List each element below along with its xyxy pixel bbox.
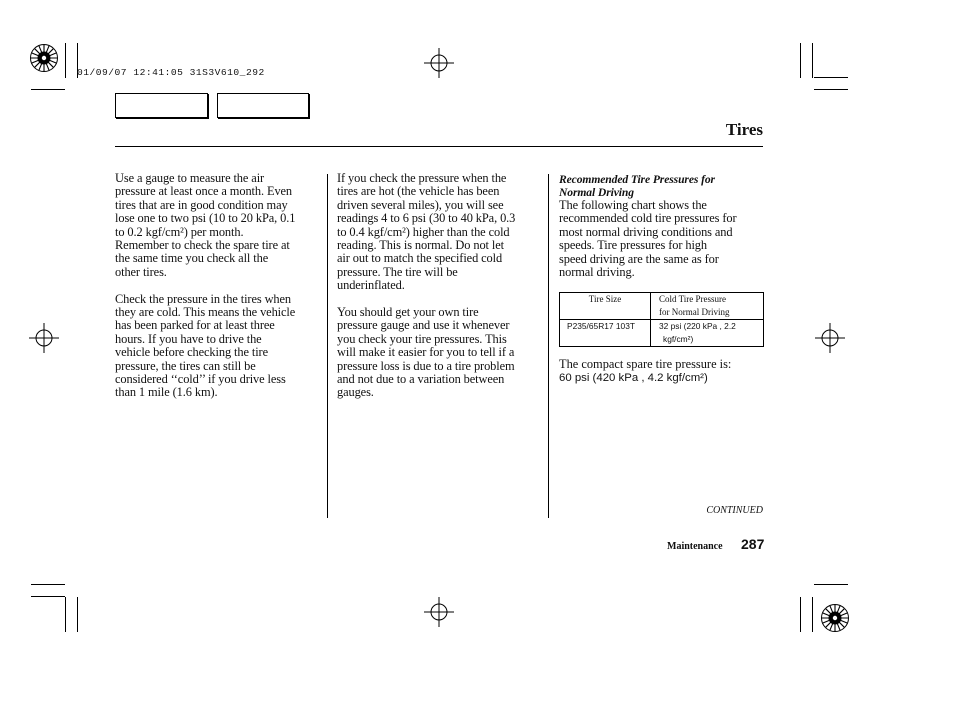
middle-paragraph-1 — [337, 172, 543, 293]
text-line: than 1 mile (1.6 km). — [115, 385, 218, 400]
text-line: they are cold. This means the vehicle — [115, 305, 296, 320]
text-line: The following chart shows the — [559, 198, 707, 212]
text-line: vehicle before checking the tire — [115, 345, 268, 360]
text-line: normal driving. — [559, 265, 635, 280]
text-line: to 0.4 kgf/cm²) higher than the cold — [337, 224, 510, 239]
text-line: pressure gauge and use it whenever — [337, 318, 510, 333]
crosshair-right — [815, 323, 845, 353]
column-rule-2 — [548, 174, 549, 518]
registration-target-top-left — [29, 43, 59, 73]
text-line: recommended cold tire pressures for — [559, 211, 737, 226]
text-line: to 0.2 kgf/cm²) per month. — [115, 224, 244, 239]
crosshair-top — [424, 48, 454, 78]
table-header-row — [560, 293, 764, 320]
crosshair-left — [29, 323, 59, 353]
text-line: has been parked for at least three — [115, 318, 275, 333]
text-line: pressure, the tires can still be — [115, 358, 256, 373]
table-cell-pressure: 32 psi (220 kPa , 2.2 kgf/cm²) — [651, 320, 764, 347]
text-line: underinflated. — [337, 278, 405, 293]
text-line: pressure loss is due to a tire problem — [337, 358, 515, 373]
text-line: tires are hot (the vehicle has been — [337, 184, 500, 199]
header-tab-2 — [217, 93, 309, 118]
text-line: pressure. The tire will be — [337, 264, 458, 279]
left-paragraph-2 — [115, 293, 321, 400]
footer-section: Maintenance — [667, 541, 723, 552]
left-paragraph-1 — [115, 172, 321, 279]
text-line: tires that are in good condition may — [115, 197, 288, 212]
text-line: the same time you check all the — [115, 251, 269, 266]
right-column — [559, 173, 765, 279]
text-line: you check your tire pressures. This — [337, 331, 507, 346]
section-title: Tires — [725, 120, 763, 139]
text-line: considered ‘‘cold’’ if you drive less — [115, 372, 286, 387]
text-line: Remember to check the spare tire at — [115, 238, 290, 253]
header-tab-1 — [115, 93, 208, 118]
text-line: Use a gauge to measure the air — [115, 171, 265, 185]
text-line: air out to match the specified cold — [337, 251, 503, 266]
text-line: You should get your own tire — [337, 305, 479, 320]
text-line: Check the pressure in the tires when — [115, 291, 292, 306]
text-line: and not due to a variation between — [337, 372, 505, 387]
registration-target-bottom-right — [820, 603, 850, 633]
page-number: 287 — [741, 536, 765, 552]
table-cell-tire-size: P235/65R17 103T — [560, 320, 651, 347]
text-line: other tires. — [115, 264, 167, 279]
subhead-line: Normal Driving — [559, 186, 634, 199]
text-line: pressure at least once a month. Even — [115, 184, 293, 199]
text-line: lose one to two psi (10 to 20 kPa, 0.1 — [115, 211, 296, 226]
text-line: readings 4 to 6 psi (30 to 40 kPa, 0.3 — [337, 211, 516, 226]
text-line: hours. If you have to drive the — [115, 331, 262, 346]
middle-paragraph-2 — [337, 306, 543, 400]
text-line: driven several miles), you will see — [337, 197, 504, 212]
column-rule-1 — [327, 174, 328, 518]
table-header-cell: Tire Size — [560, 293, 651, 320]
text-line: will make it easier for you to tell if a — [337, 345, 515, 360]
middle-column — [337, 172, 543, 400]
print-stamp: 01/09/07 12:41:05 31S3V610_292 — [77, 67, 265, 78]
tire-pressure-table — [559, 292, 764, 347]
spare-pressure-value: 60 psi (420 kPa , 4.2 kgf/cm²) — [559, 372, 708, 384]
spare-pressure-label: The compact spare tire pressure is: — [559, 357, 732, 371]
crosshair-bottom — [424, 597, 454, 627]
text-line: If you check the pressure when the — [337, 171, 507, 185]
table-header-cell: Cold Tire Pressure for Normal Driving — [651, 293, 764, 320]
continued-label: CONTINUED — [706, 505, 763, 516]
text-line: speeds. Tire pressures for high — [559, 238, 707, 253]
subhead — [559, 173, 765, 199]
text-line: most normal driving conditions and — [559, 224, 733, 239]
table-row — [560, 320, 764, 347]
text-line: speed driving are the same as for — [559, 251, 719, 266]
header-rule — [115, 146, 763, 147]
subhead-line: Recommended Tire Pressures for — [559, 173, 715, 186]
right-paragraph-1 — [559, 199, 765, 279]
text-line: reading. This is normal. Do not let — [337, 238, 504, 253]
left-column — [115, 172, 321, 400]
text-line: gauges. — [337, 385, 374, 400]
